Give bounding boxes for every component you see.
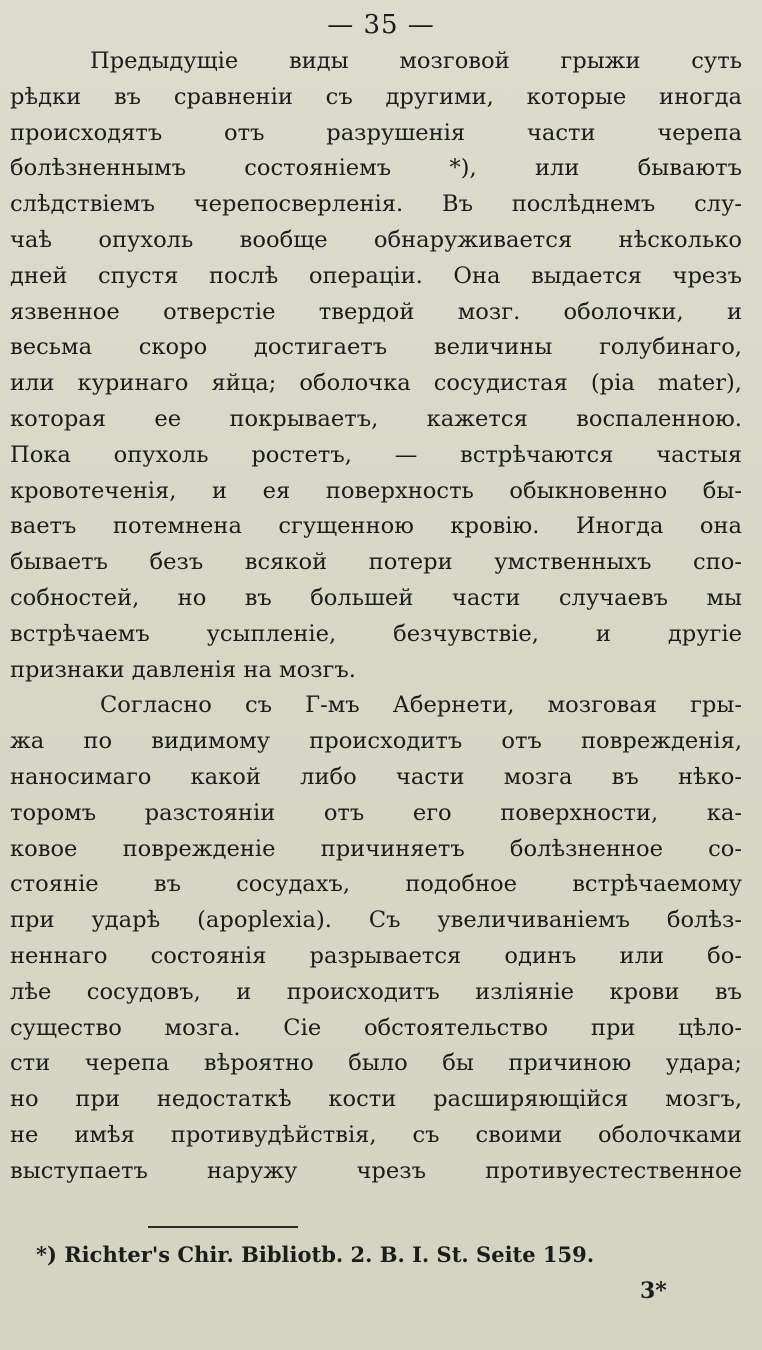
text-line: сти черепа вѣроятно было бы причиною удара;: [10, 1050, 742, 1077]
text-line: собностей, но въ большей части случаевъ мы: [10, 584, 742, 611]
text-line: наносимаго какой либо части мозга въ нѣко-: [10, 763, 742, 790]
footnote-divider: [148, 1226, 298, 1228]
text-line: слѣдствіемъ черепосверленія. Въ послѣднемъ слу-: [10, 191, 742, 218]
text-line: или куринаго яйца; оболочка сосудистая (pia mater),: [10, 370, 742, 397]
text-line: ковое поврежденіе причиняетъ болѣзненное со-: [10, 835, 742, 862]
text-line: существо мозга. Сіе обстоятельство при цѣло-: [10, 1014, 742, 1041]
text-line: ваетъ потемнена сгущенною кровію. Иногда она: [10, 513, 742, 540]
text-line: дней спустя послѣ операціи. Она выдается чрезъ: [10, 262, 742, 289]
text-line: язвенное отверстіе твердой мозг. оболочки, и: [10, 298, 742, 325]
signature-mark: 3*: [640, 1278, 667, 1304]
text-line: происходятъ отъ разрушенія части черепа: [10, 119, 742, 146]
text-line: встрѣчаемъ усыпленіе, безчувствіе, и другіе: [10, 620, 742, 647]
text-line: торомъ разстояніи отъ его поверхности, ка-: [10, 799, 742, 826]
text-line: которая ее покрываетъ, кажется воспаленною.: [10, 405, 742, 432]
text-line: признаки давленія на мозгъ.: [10, 656, 356, 683]
text-line: бываетъ безъ всякой потери умственныхъ спо-: [10, 549, 742, 576]
text-line: Пока опухоль ростетъ, — встрѣчаются частыя: [10, 441, 742, 468]
text-line: стояніе въ сосудахъ, подобное встрѣчаемому: [10, 871, 742, 898]
text-line: весьма скоро достигаетъ величины голубинаго,: [10, 334, 742, 361]
text-line: не имѣя противудѣйствія, съ своими оболочками: [10, 1121, 742, 1148]
footnote: *) Richter's Chir. Bibliotb. 2. B. I. St. Seite 159.: [36, 1242, 595, 1267]
text-line: но при недостаткѣ кости расширяющійся мозгъ,: [10, 1086, 742, 1113]
text-line: Предыдущіе виды мозговой грыжи суть: [90, 48, 742, 74]
text-line: при ударѣ (apoplexia). Съ увеличиваніемъ болѣз-: [10, 907, 742, 934]
body-text: [10, 44, 742, 1190]
text-line: выступаетъ наружу чрезъ противуестественное: [10, 1157, 742, 1184]
text-line: кровотеченія, и ея поверхность обыкновенно бы-: [10, 477, 742, 504]
text-line: чаѣ опухоль вообще обнаруживается нѣсколько: [10, 226, 742, 253]
text-line: лѣе сосудовъ, и происходитъ изліяніе крови въ: [10, 978, 742, 1005]
text-line: болѣзненнымъ состояніемъ *), или бываютъ: [10, 155, 742, 182]
text-line: рѣдки въ сравненіи съ другими, которые иногда: [10, 83, 742, 110]
text-line: жа по видимому происходитъ отъ поврежденія,: [10, 728, 742, 755]
text-line: неннаго состоянія разрывается одинъ или бо-: [10, 942, 742, 969]
page-number: — 35 —: [327, 10, 435, 40]
text-line: Согласно съ Г-мъ Абернети, мозговая гры-: [100, 692, 742, 719]
